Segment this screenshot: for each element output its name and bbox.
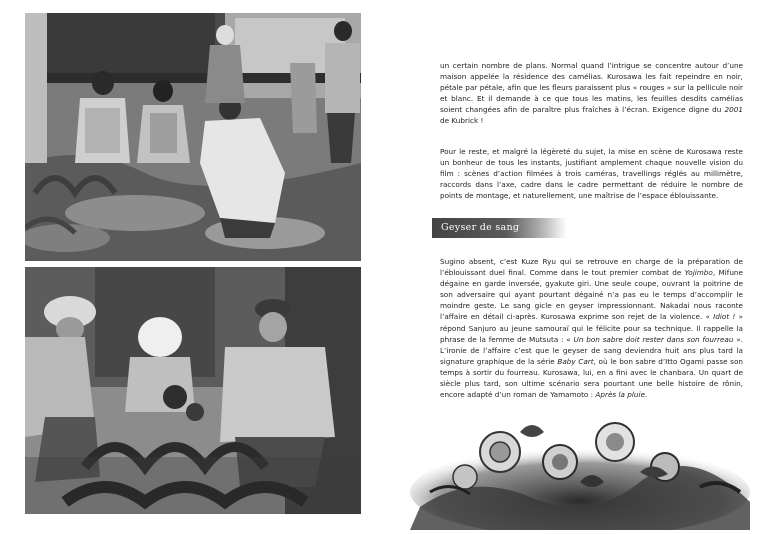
text-run: de Kubrick ! <box>440 116 484 126</box>
camellia-ink-illustration <box>410 412 755 530</box>
text-run: un certain nombre de plans. Normal quand l’intrigue se concentre autour d’une maison appelée la résidence des camélias. Kurosawa les fait repeindre en noir, pétale par pétale, afin que les fleurs paraissent plus « rouges » sur la pellicule noir et blanc. Et il demande à ce que tous les matins, les feuilles desdits camélias soient changées afin de paraître plus fraîches à l’écran. Exigence digne du <box>440 61 743 115</box>
quote-italic: Idiot ! <box>713 312 736 322</box>
quote-italic: Un bon sabre doit rester dans son fourreau <box>573 334 734 344</box>
photo-set-kimono-women <box>25 13 361 261</box>
text-run: , Mifune dégaine en garde inversée, gyakute giri. Une seule coupe, ouvrant la poitrine de son adversaire qui ayant pourtant dégainé n’a pas eu le temps d’accomplir le moindre geste. Le sang gicle en geyser impressionnant. Nakadai nous raconte l’affaire en détail ci-après. Kurosawa exprime son rejet de la violence. « <box>440 268 743 322</box>
body-paragraph: Pour le reste, et malgré la légèreté du sujet, la mise en scène de Kurosawa reste un bonheur de tous les instants, justifiant amplement chaque nouvelle vision du film : scènes d’action filmées à trois caméras, travellings réglés au millimètre, raccords dans l’axe, cadre dans le cadre permettant de réduire le nombre de points de montage, et naturellement, une maîtrise de l’espace éblouissante. <box>440 147 743 201</box>
photo-set-camellia-preparation <box>25 267 361 514</box>
text-run: ». L’ironie de l’affaire c’est que le geyser de sang deviendra huit ans plus tard la signature graphique de la série <box>440 334 743 366</box>
text-run: . <box>644 389 648 399</box>
section-header-band <box>432 218 567 238</box>
film-title-italic: Yojimbo <box>684 268 713 278</box>
series-title-italic: Baby Cart <box>557 356 594 366</box>
film-title-italic: Après la pluie <box>595 389 645 399</box>
film-title-italic: 2001 <box>724 105 743 115</box>
text-run: Sugino absent, c’est Kuze Ryu qui se retrouve en charge de la préparation de l’éblouissant duel final. Comme dans le tout premier combat de <box>440 257 743 278</box>
text-run: , où le bon sabre d’Itto Ogami passe son temps à sortir du fourreau. Kurosawa, lui, en a fini avec le chanbara. Un quart de siècle plus tard, son ultime scénario sera pourtant une belle histoire de rônin, encore adapté d’un roman de Yamamoto : <box>440 356 743 399</box>
body-paragraph <box>440 256 743 400</box>
section-title: Geyser de sang <box>441 222 520 233</box>
text-run: » répond Sanjuro au jeune samouraï qui le félicite pour sa technique. Il rappelle la phrase de la femme de Mutsuta : « <box>440 312 743 344</box>
body-paragraph <box>440 60 743 126</box>
